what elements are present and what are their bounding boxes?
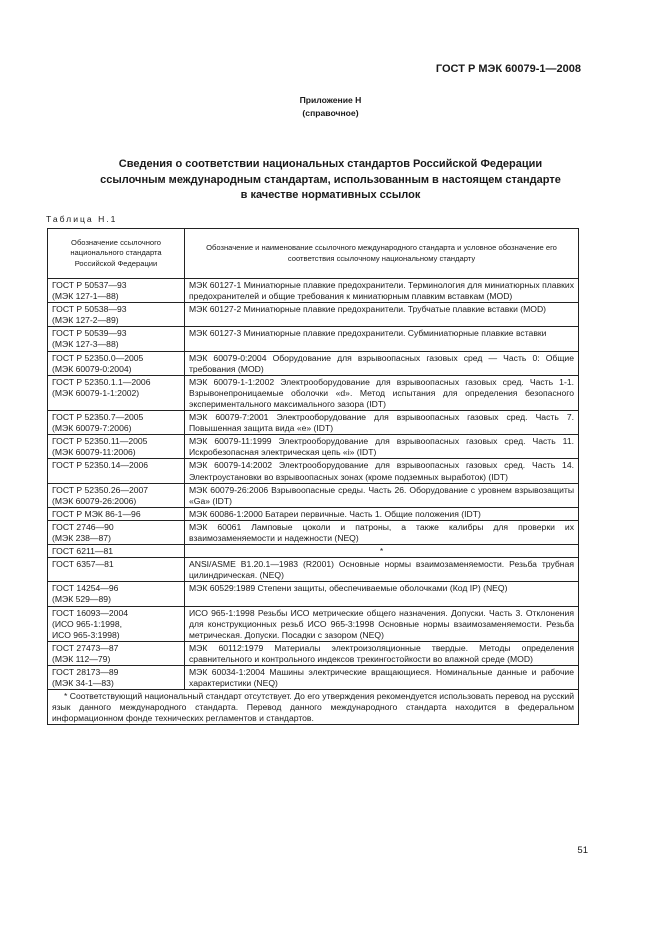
national-standard-line: (МЭК 127-3—88) (52, 339, 119, 350)
table-row (48, 606, 579, 641)
appendix-type: (справочное) (302, 108, 359, 118)
national-standard-line: (МЭК 60079-1-1:2002) (52, 387, 140, 398)
international-standard-cell: МЭК 60079-1-1:2002 Электрооборудование для взрывоопасных газовых сред. Часть 1-1. Взрывонепроницаемые оболочки «d». Метод испытания для определения безопасного экспериментального максимального зазора (IDT) (185, 375, 579, 410)
table-caption: Таблица Н.1 (46, 214, 118, 224)
section-title-line: в качестве нормативных ссылок (240, 189, 421, 201)
national-standard-cell (48, 375, 185, 410)
international-standard-cell: МЭК 60079-11:1999 Электрооборудование для взрывоопасных газовых сред. Часть 11. Искробезопасная электрическая цепь «i» (IDT) (185, 435, 579, 459)
section-title-line: Сведения о соответствии национальных стандартов Российской Федерации (118, 158, 543, 170)
international-standard-cell: ИСО 965-1:1998 Резьбы ИСО метрические общего назначения. Допуски. Часть 3. Отклонения для конструкционных резьб ИСО 965-3:1998 Основные нормы взаимозаменяемости. Резьба метрическая. Допуски. Посадки с зазором (NEQ) (185, 606, 579, 641)
national-standard-line: ГОСТ 16093—2004 (52, 607, 129, 618)
national-standard-line: ГОСТ Р 52350.0—2005 (52, 352, 144, 363)
national-standard-line: ГОСТ Р МЭК 86-1—96 (52, 508, 141, 519)
national-standard-line: (ИСО 965-1:1998, (52, 618, 123, 629)
table-row (48, 666, 579, 690)
national-standard-line: ГОСТ Р 52350.14—2006 (52, 460, 149, 471)
national-standard-line: (МЭК 60079-11:2006) (52, 447, 136, 458)
national-standard-cell (48, 483, 185, 507)
national-standard-line: ГОСТ Р 52350.11—2005 (52, 436, 148, 447)
national-standard-cell (48, 606, 185, 641)
international-standard-cell: МЭК 60127-1 Миниатюрные плавкие предохранители. Терминология для миниатюрных плавких предохранителей и общие требования к миниатюрным плавким вставкам (MOD) (185, 279, 579, 303)
standards-table (47, 228, 579, 725)
national-standard-cell (48, 520, 185, 544)
national-standard-line: ГОСТ 2746—90 (52, 521, 114, 532)
national-standard-cell (48, 666, 185, 690)
national-standard-cell (48, 582, 185, 606)
international-standard-cell: МЭК 60034-1:2004 Машины электрические вращающиеся. Номинальные данные и рабочие характеристики (NEQ) (185, 666, 579, 690)
national-standard-line: ГОСТ Р 52350.1.1—2006 (52, 376, 151, 387)
page-number: 51 (577, 845, 588, 856)
national-standard-cell (48, 435, 185, 459)
table-footnote: * Соответствующий национальный стандарт отсутствует. До его утверждения рекомендуется использовать перевод на русский язык данного международного стандарта. Перевод данного международного стандарта находится в федеральном информационном фонде технических регламентов и стандартов. (48, 690, 579, 725)
table-row (48, 507, 579, 520)
national-standard-line: ГОСТ 27473—87 (52, 642, 119, 653)
national-standard-line: (МЭК 127-2—89) (52, 315, 119, 326)
national-standard-cell (48, 279, 185, 303)
international-standard-cell: МЭК 60529:1989 Степени защиты, обеспечиваемые оболочками (Код IP) (NEQ) (185, 582, 579, 606)
national-standard-cell (48, 351, 185, 375)
table-row (48, 351, 579, 375)
national-standard-line: ГОСТ Р 50538—93 (52, 304, 127, 315)
table-row (48, 558, 579, 582)
international-standard-cell: * (185, 545, 579, 558)
column-header-international: Обозначение и наименование ссылочного международного стандарта и условное обозначение его соответствия ссылочному национальному стандарту (185, 229, 579, 279)
table-row (48, 483, 579, 507)
table-row (48, 303, 579, 327)
table-row (48, 279, 579, 303)
national-standard-cell (48, 303, 185, 327)
national-standard-line: ГОСТ Р 52350.26—2007 (52, 484, 149, 495)
national-standard-cell (48, 545, 185, 558)
national-standard-line: (МЭК 238—87) (52, 532, 111, 543)
national-standard-cell (48, 641, 185, 665)
national-standard-line: (МЭК 34-1—83) (52, 678, 114, 689)
national-standard-line: (МЭК 127-1—88) (52, 291, 119, 302)
national-standard-line: (МЭК 60079-0:2004) (52, 363, 132, 374)
national-standard-line: (МЭК 112—79) (52, 653, 111, 664)
international-standard-cell: ANSI/ASME В1.20.1—1983 (R2001) Основные нормы взаимозаменяемости. Резьба трубная цилиндрическая. (NEQ) (185, 558, 579, 582)
national-standard-line: ИСО 965-3:1998) (52, 629, 120, 640)
national-standard-line: (МЭК 529—89) (52, 594, 111, 605)
national-standard-cell (48, 459, 185, 483)
national-standard-line: ГОСТ 6357—81 (52, 559, 114, 570)
international-standard-cell: МЭК 60079-14:2002 Электрооборудование для взрывоопасных газовых сред. Часть 14. Электроустановки во взрывоопасных зонах (кроме подземных выработок) (IDT) (185, 459, 579, 483)
national-standard-line: (МЭК 60079-7:2006) (52, 423, 132, 434)
table-row (48, 459, 579, 483)
table-row (48, 520, 579, 544)
table-row (48, 545, 579, 558)
national-standard-line: ГОСТ Р 52350.7—2005 (52, 412, 144, 423)
document-code: ГОСТ Р МЭК 60079-1—2008 (435, 63, 581, 75)
table-row (48, 582, 579, 606)
table-header-row (48, 229, 579, 279)
national-standard-cell (48, 507, 185, 520)
table-row (48, 411, 579, 435)
national-standard-cell (48, 411, 185, 435)
national-standard-line: ГОСТ 28173—89 (52, 667, 119, 677)
national-standard-line: (МЭК 60079-26:2006) (52, 495, 137, 506)
national-standard-line: ГОСТ Р 50537—93 (52, 280, 127, 290)
appendix-title: Приложение Н (299, 95, 362, 105)
table-row (48, 327, 579, 351)
international-standard-cell: МЭК 60079-0:2004 Оборудование для взрывоопасных газовых сред — Часть 0: Общие требования (MOD) (185, 351, 579, 375)
column-header-national: Обозначение ссылочного национального стандарта Российской Федерации (48, 229, 185, 279)
section-title (60, 157, 601, 204)
international-standard-cell: МЭК 60086-1:2000 Батареи первичные. Часть 1. Общие положения (IDT) (185, 507, 579, 520)
table-row (48, 641, 579, 665)
international-standard-cell: МЭК 60127-2 Миниатюрные плавкие предохранители. Трубчатые плавкие вставки (MOD) (185, 303, 579, 327)
section-title-line: ссылочным международным стандартам, использованным в настоящем стандарте (100, 173, 561, 186)
table-row (48, 435, 579, 459)
international-standard-cell: МЭК 60061 Ламповые цоколи и патроны, а также калибры для проверки их взаимозаменяемости и надежности (NEQ) (185, 520, 579, 544)
national-standard-line: ГОСТ Р 50539—93 (52, 328, 127, 339)
national-standard-cell (48, 558, 185, 582)
footnote-row (48, 690, 579, 725)
national-standard-line: ГОСТ 6211—81 (52, 546, 114, 557)
international-standard-cell: МЭК 60112:1979 Материалы электроизоляционные твердые. Методы определения сравнительного и контрольного индексов трекингостойкости во влажной среде (MOD) (185, 641, 579, 665)
national-standard-cell (48, 327, 185, 351)
international-standard-cell: МЭК 60079-7:2001 Электрооборудование для взрывоопасных газовых сред. Часть 7. Повышенная защита вида «е» (IDT) (185, 411, 579, 435)
international-standard-cell: МЭК 60079-26:2006 Взрывоопасные среды. Часть 26. Оборудование с уровнем взрывозащиты «Ga» (IDT) (185, 483, 579, 507)
international-standard-cell: МЭК 60127-3 Миниатюрные плавкие предохранители. Субминиатюрные плавкие вставки (185, 327, 579, 351)
table-row (48, 375, 579, 410)
national-standard-line: ГОСТ 14254—96 (52, 583, 119, 594)
